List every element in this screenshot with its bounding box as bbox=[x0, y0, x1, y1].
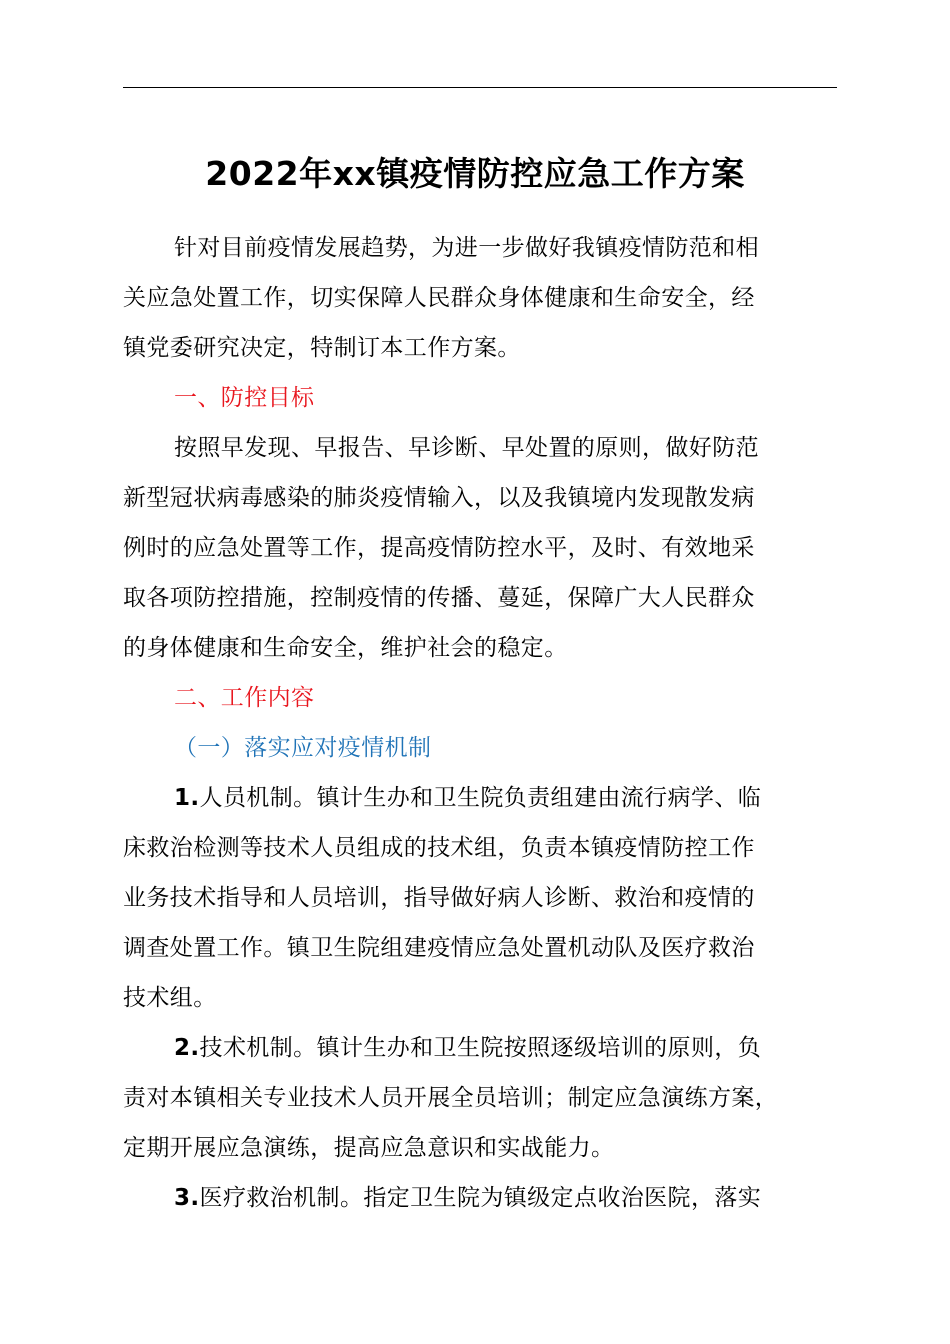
paragraph-line: 取各项防控措施，控制疫情的传播、蔓延，保障广大人民群众 bbox=[123, 585, 755, 611]
paragraph-line: 按照早发现、早报告、早诊断、早处置的原则，做好防范 bbox=[174, 435, 759, 461]
item-technical bbox=[123, 1023, 837, 1173]
item-number: 1. bbox=[174, 785, 200, 811]
paragraph-line: 镇党委研究决定，特制订本工作方案。 bbox=[123, 335, 521, 361]
paragraph-line: 定期开展应急演练，提高应急意识和实战能力。 bbox=[123, 1135, 615, 1161]
item-text: 人员机制。镇计生办和卫生院负责组建由流行病学、临 bbox=[199, 785, 762, 811]
section-heading-goals: 一、防控目标 bbox=[174, 385, 315, 411]
header-rule bbox=[123, 87, 837, 88]
paragraph-line: 例时的应急处置等工作，提高疫情防控水平，及时、有效地采 bbox=[123, 535, 755, 561]
paragraph-line: 的身体健康和生命安全，维护社会的稳定。 bbox=[123, 635, 568, 661]
paragraph-line: 调查处置工作。镇卫生院组建疫情应急处置机动队及医疗救治 bbox=[123, 935, 755, 961]
item-text: 医疗救治机制。指定卫生院为镇级定点收治医院，落实 bbox=[199, 1185, 762, 1211]
paragraph-line: 床救治检测等技术人员组成的技术组，负责本镇疫情防控工作 bbox=[123, 835, 755, 861]
paragraph-line bbox=[123, 1173, 837, 1223]
paragraph-line: 关应急处置工作，切实保障人民群众身体健康和生命安全，经 bbox=[123, 285, 755, 311]
document-body bbox=[123, 223, 837, 1223]
section-heading-content: 二、工作内容 bbox=[174, 685, 315, 711]
intro-paragraph bbox=[123, 223, 837, 373]
item-medical bbox=[123, 1173, 837, 1223]
document-title: 2022年xx镇疫情防控应急工作方案 bbox=[205, 154, 745, 193]
item-text: 技术机制。镇计生办和卫生院按照逐级培训的原则，负 bbox=[199, 1035, 762, 1061]
paragraph-line bbox=[123, 773, 837, 823]
paragraph-line: 技术组。 bbox=[123, 985, 217, 1011]
paragraph-line: 新型冠状病毒感染的肺炎疫情输入，以及我镇境内发现散发病 bbox=[123, 485, 755, 511]
paragraph-line: 责对本镇相关专业技术人员开展全员培训；制定应急演练方案， bbox=[123, 1085, 779, 1111]
item-number: 3. bbox=[174, 1185, 200, 1211]
goals-paragraph bbox=[123, 423, 837, 673]
paragraph-line bbox=[123, 1023, 837, 1073]
paragraph-line: 业务技术指导和人员培训，指导做好病人诊断、救治和疫情的 bbox=[123, 885, 755, 911]
item-personnel bbox=[123, 773, 837, 1023]
paragraph-line: 针对目前疫情发展趋势，为进一步做好我镇疫情防范和相 bbox=[174, 235, 759, 261]
item-number: 2. bbox=[174, 1035, 200, 1061]
subsection-heading-mechanism: （一）落实应对疫情机制 bbox=[174, 735, 432, 761]
